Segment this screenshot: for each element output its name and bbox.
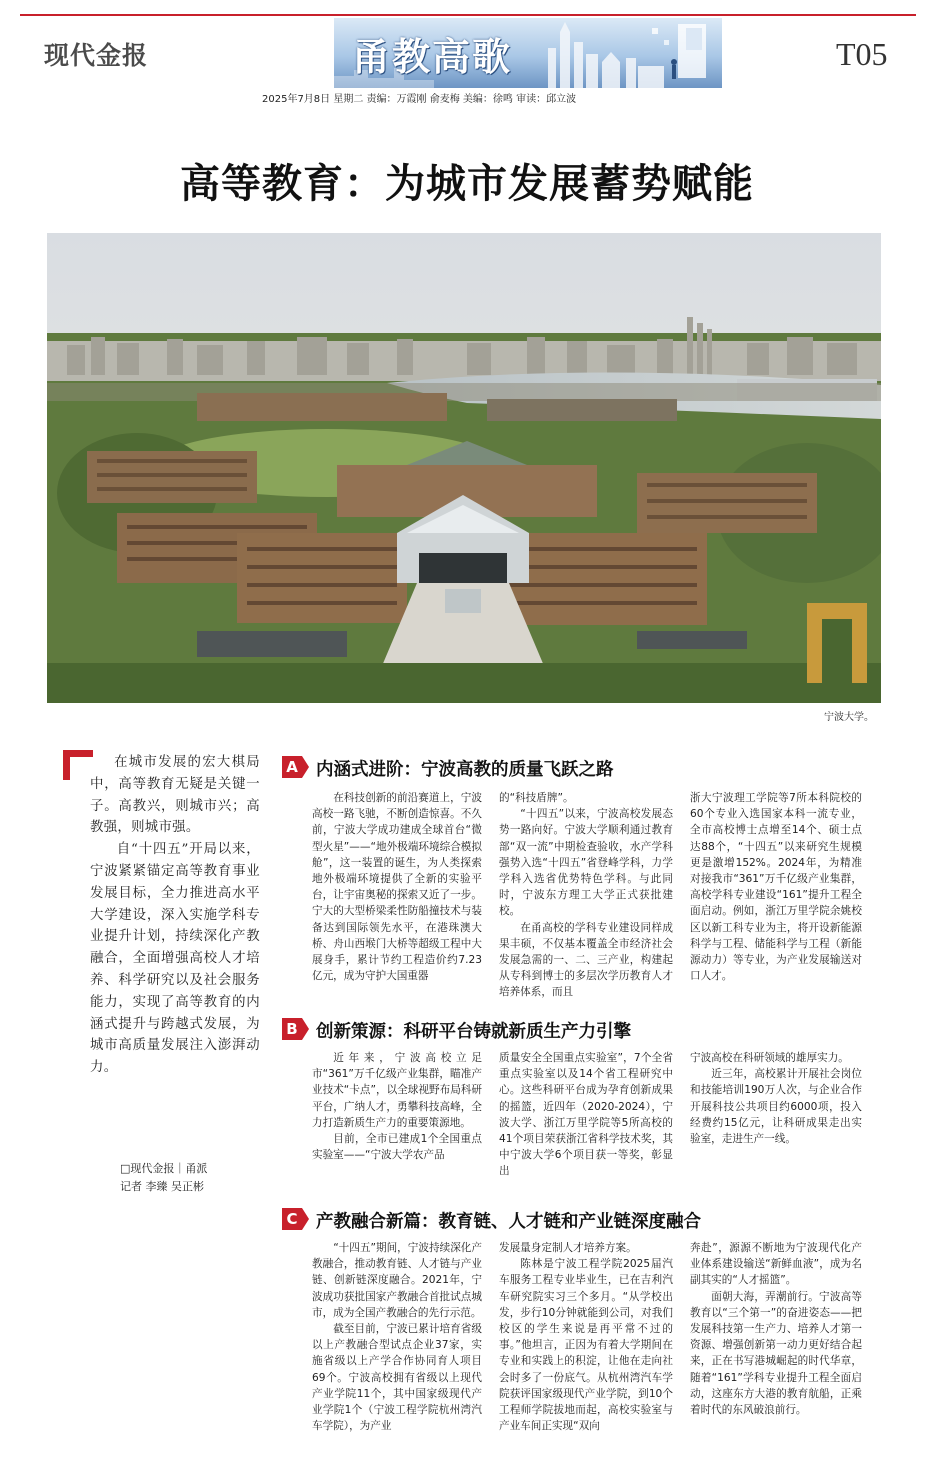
paragraph: “十四五”期间，宁波持续深化产教融合，推动教育链、人才链与产业链、创新链深度融合。2021年，宁波成功获批国家产教融合首批试点城市，成为全国产教融合的先行示范。 xyxy=(312,1242,482,1319)
section-b-title: 创新策源：科研平台铸就新质生产力引擎 xyxy=(316,1022,631,1042)
paragraph: 发展量身定制人才培养方案。 xyxy=(499,1242,637,1254)
paragraph: “十四五”以来，宁波高校发展态势一路向好。宁波大学顺利通过教育部“双一流”中期检查验收，水产学科强势入选“十四五”省登峰学科，力学学科入选省优势特色学科。与此同时，宁波东方理工大学正式获批建校。 xyxy=(499,808,673,918)
section-c-column-1 xyxy=(312,1240,482,1446)
section-a-column-1 xyxy=(312,790,482,1002)
section-b-column-3 xyxy=(690,1050,862,1182)
paragraph: 浙大宁波理工学院等7所本科院校的60个专业入选国家本科一流专业，全市高校博士点增至14个、硕士点达88个，“十四五”以来研究生规模更是激增152%。2024年，为精准对接我市“361”万千亿级产业集群，高校学科专业建设“161”提升工程全面启动。例如，浙江万里学院余姚校区以新工科专业为主，将开设新能源科学与工程、储能科学与工程（新能源动力）等专业，为产业发展输送对口人才。 xyxy=(690,792,862,983)
paragraph: 在甬高校的学科专业建设同样成果丰硕，不仅基本覆盖全市经济社会发展急需的一、二、三产业，构建起从专科到博士的多层次学历教育人才培养体系，而且 xyxy=(499,921,673,999)
section-c-badge: C xyxy=(282,1208,302,1230)
section-a-column-2 xyxy=(499,790,673,1002)
paragraph: 截至目前，宁波已累计培育省级以上产教融合型试点企业37家，实施省级以上产学合作协同育人项目69个。宁波高校拥有省级以上现代产业学院11个，其中国家级现代产业学院1个（宁波工程学院杭州湾汽车学院），为产业 xyxy=(312,1323,482,1433)
intro-paragraph: 在城市发展的宏大棋局中，高等教育无疑是关键一子。高教兴，则城市兴；高教强，则城市强。 xyxy=(90,755,260,836)
paragraph: 奔赴”，源源不断地为宁波现代化产业体系建设输送“新鲜血液”，成为名副其实的“人才摇篮”。 xyxy=(690,1242,862,1287)
intro-paragraph: 自“十四五”开局以来，宁波紧紧锚定高等教育事业发展目标，全力推进高水平大学建设，深入实施学科专业提升计划，持续深化产教融合，全面增强高校人才培养、科学研究以及社会服务能力，实现了高等教育的内涵式提升与跨越式发展，为城市高质量发展注入澎湃动力。 xyxy=(90,842,260,1076)
dateline: 2025年7月8日 星期二 责编：万霞刚 俞麦梅 美编：徐鸣 审读：邱立波 xyxy=(262,94,577,105)
page-number: T05 xyxy=(836,36,888,72)
paragraph: 面朝大海，弄潮前行。宁波高等教育以“三个第一”的奋进姿态——把发展科技第一生产力、培养人才第一资源、增强创新第一动力更好结合起来，正在书写港城崛起的时代华章，随着“161”学科专业提升工程全面启动，这座东方大港的教育航船，正乘着时代的东风破浪前行。 xyxy=(690,1290,862,1417)
section-b-badge: B xyxy=(282,1018,302,1040)
paragraph: 质量安全全国重点实验室”，7个全省重点实验室以及14个省工程研究中心。这些科研平台成为孕育创新成果的摇篮，近四年（2020-2024），宁波大学、浙江万里学院等5所高校的41个项目荣获浙江省科学技术奖，其中宁波大学6个项目获一等奖，彰显出 xyxy=(499,1052,673,1178)
section-b-column-1 xyxy=(312,1050,482,1182)
page-headline: 高等教育：为城市发展蓄势赋能 xyxy=(180,161,754,207)
intro-corner-mark xyxy=(63,750,93,780)
paragraph: 的“科技盾牌”。 xyxy=(499,792,574,804)
byline-source: □现代金报｜甬派 xyxy=(120,1162,208,1175)
campus-aerial-photo xyxy=(47,233,881,703)
newspaper-brand: 现代金报 xyxy=(44,41,149,70)
intro-text xyxy=(90,752,260,1079)
byline xyxy=(120,1160,207,1196)
section-a-badge: A xyxy=(282,756,302,778)
paragraph: 近三年，高校累计开展社会岗位和技能培训190万人次，与企业合作开展科技公共项目约6000项，投入经费约15亿元，让科研成果走出实验室，走进生产一线。 xyxy=(690,1068,862,1146)
column-title: 甬教高歌 xyxy=(352,35,513,79)
paragraph: 目前，全市已建成1个全国重点实验室——“宁波大学农产品 xyxy=(312,1133,482,1162)
campus-aerial-illustration xyxy=(47,233,881,703)
section-b-column-2 xyxy=(499,1050,673,1182)
paragraph: 宁波高校在科研领域的雄厚实力。 xyxy=(690,1052,849,1064)
section-c-title: 产教融合新篇：教育链、人才链和产业链深度融合 xyxy=(316,1212,701,1232)
paragraph: 近年来，宁波高校立足市“361”万千亿级产业集群，瞄准产业技术“卡点”，以全球视野布局科研平台，广纳人才，勇攀科技高峰，全力打造新质生产力的重要策源地。 xyxy=(312,1052,482,1129)
section-c-column-2 xyxy=(499,1240,673,1446)
section-a-title: 内涵式进阶：宁波高教的质量飞跃之路 xyxy=(316,760,614,780)
paragraph: 在科技创新的前沿赛道上，宁波高校一路飞驰，不断创造惊喜。不久前，宁波大学成功建成全球首台“微型火星”——“地外极端环境综合模拟舱”，这一装置的诞生，为人类探索地外极端环境提供了全新的实验平台，让宇宙奥秘的探索又近了一步。宁大的大型桥梁柔性防船撞技术与装备达到国际领先水平，在港珠澳大桥、舟山西堠门大桥等超级工程中大展身手，累计节约工程造价约7.23亿元，成为守护大国重器 xyxy=(312,792,482,983)
paragraph: 陈林是宁波工程学院2025届汽车服务工程专业毕业生，已在吉利汽车研究院实习三个多月。“从学校出发，步行10分钟就能到公司，对我们校区的学生来说是再平常不过的事。”他坦言，正因为有着大学期间在专业和实践上的积淀，让他在走向社会时多了一份底气。从杭州湾汽车学院获评国家级现代产业学院，到10个工程师学院拔地而起，高校实验室与产业车间正实现“双向 xyxy=(499,1258,673,1433)
top-rule xyxy=(20,14,916,16)
section-a-column-3 xyxy=(690,790,862,1002)
byline-reporters: 记者 李臻 吴正彬 xyxy=(120,1180,204,1193)
photo-caption: 宁波大学。 xyxy=(824,712,874,723)
section-c-column-3 xyxy=(690,1240,862,1446)
